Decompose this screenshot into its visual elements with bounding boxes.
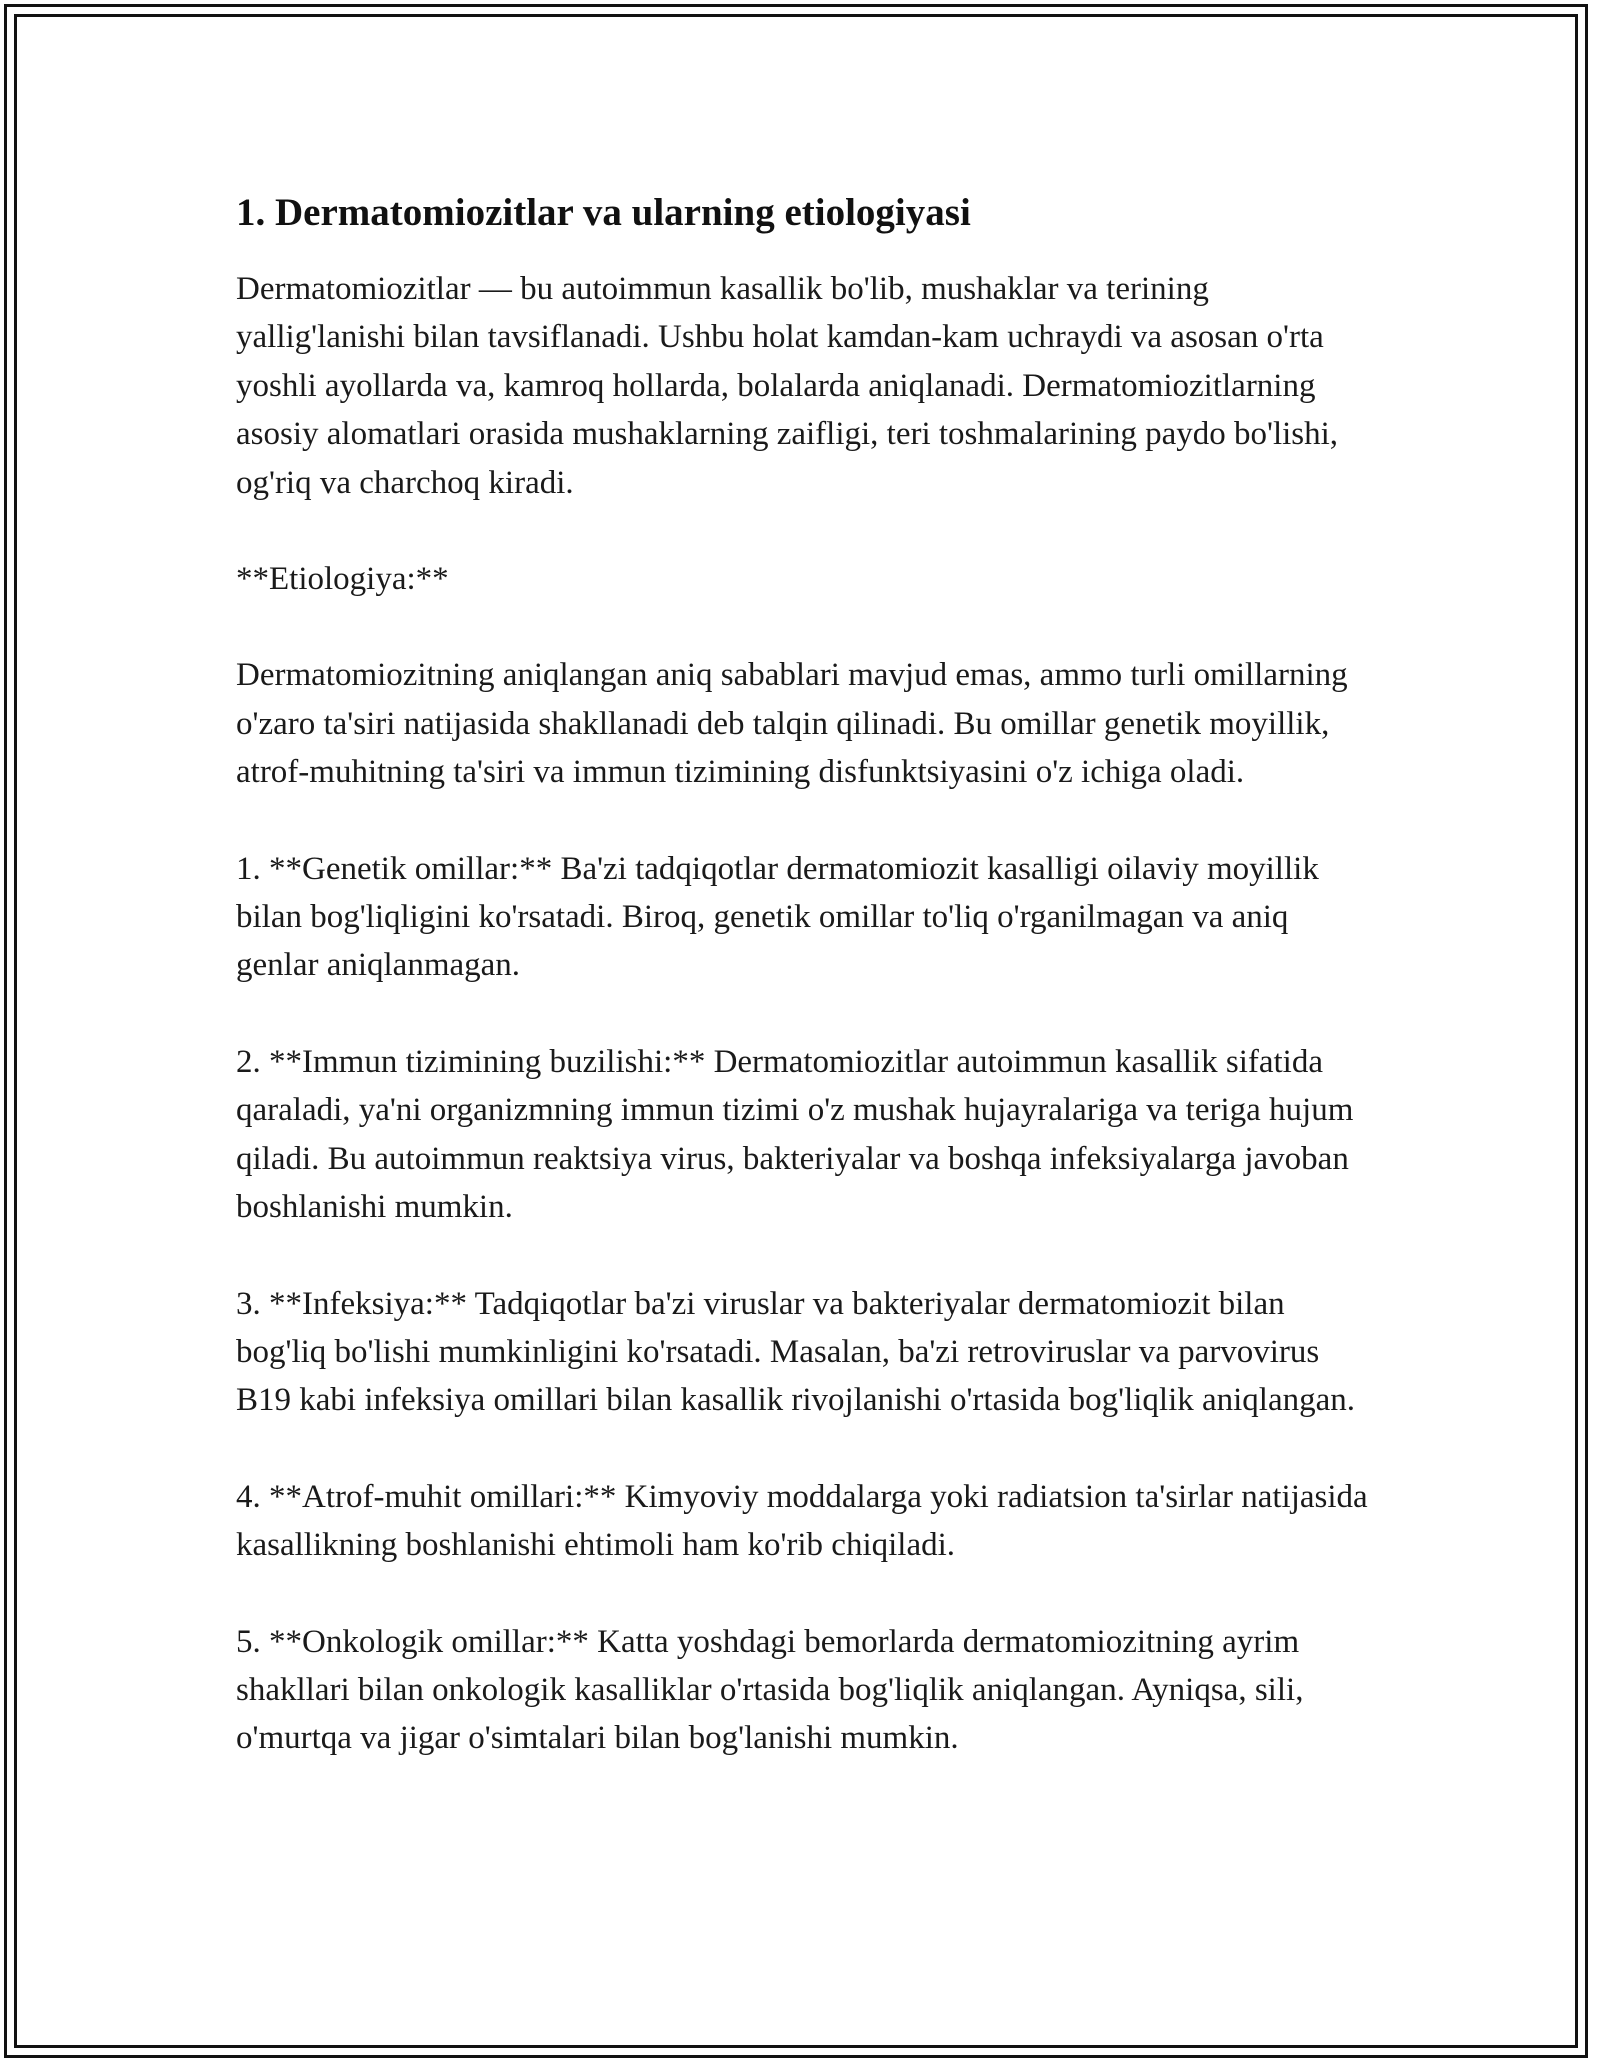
intro-paragraph: Dermatomiozitlar — bu autoimmun kasallik bo'lib, mushaklar va terining yallig'lanishi bilan tavsiflanadi. Ushbu holat kamdan-kam uchraydi va asosan o'rta yoshli ayollarda va, kamroq hollarda, bolalarda aniqlanadi. Dermatomiozitlarning asosiy alomatlari orasida mushaklarning zaifligi, teri toshmalarining paydo bo'lishi, og'riq va charchoq kiradi. [236,271,1339,501]
infection-paragraph: 3. **Infeksiya:** Tadqiqotlar ba'zi viruslar va bakteriyalar dermatomiozit bilan bog'liq bo'lishi mumkinligini ko'rsatadi. Masalan, ba'zi retroviruslar va parvovirus B19 kabi infeksiya omillari bilan kasallik rivojlanishi o'rtasida bog'liqlik aniqlangan. [236,1285,1356,1419]
genetic-factors-paragraph: 1. **Genetik omillar:** Ba'zi tadqiqotlar dermatomiozit kasalligi oilaviy moyillik bilan bog'liqligini ko'rsatadi. Biroq, genetik omillar to'liq o'rganilmagan va aniq genlar aniqlanmagan. [236,850,1319,984]
immune-system-paragraph: 2. **Immun tizimining buzilishi:** Dermatomiozitlar autoimmun kasallik sifatida qaraladi, ya'ni organizmning immun tizimi o'z mushak hujayralariga va teriga hujum qiladi. Bu autoimmun reaktsiya virus, bakteriyalar va boshqa infeksiyalarga javoban boshlanishi mumkin. [236,1043,1354,1226]
etiology-heading: **Etiologiya:** [236,561,449,598]
etiology-paragraph: Dermatomiozitning aniqlangan aniq sabablari mavjud emas, ammo turli omillarning o'zaro ta'siri natijasida shakllanadi deb talqin qilinadi. Bu omillar genetik moyillik, atrof-muhitning ta'siri va immun tizimining disfunktsiyasini o'z ichiga oladi. [236,657,1348,791]
document-title: 1. Dermatomiozitlar va ularning etiologiyasi [236,191,971,234]
environment-factors-paragraph: 4. **Atrof-muhit omillari:** Kimyoviy moddalarga yoki radiatsion ta'sirlar natijasida kasallikning boshlanishi ehtimoli ham ko'rib chiqiladi. [236,1478,1368,1564]
oncology-factors-paragraph: 5. **Onkologik omillar:** Katta yoshdagi bemorlarda dermatomiozitning ayrim shakllari bilan onkologik kasalliklar o'rtasida bog'liqlik aniqlangan. Ayniqsa, sili, o'murtqa va jigar o'simtalari bilan bog'lanishi mumkin. [236,1623,1304,1757]
document-body [236,185,1376,1811]
